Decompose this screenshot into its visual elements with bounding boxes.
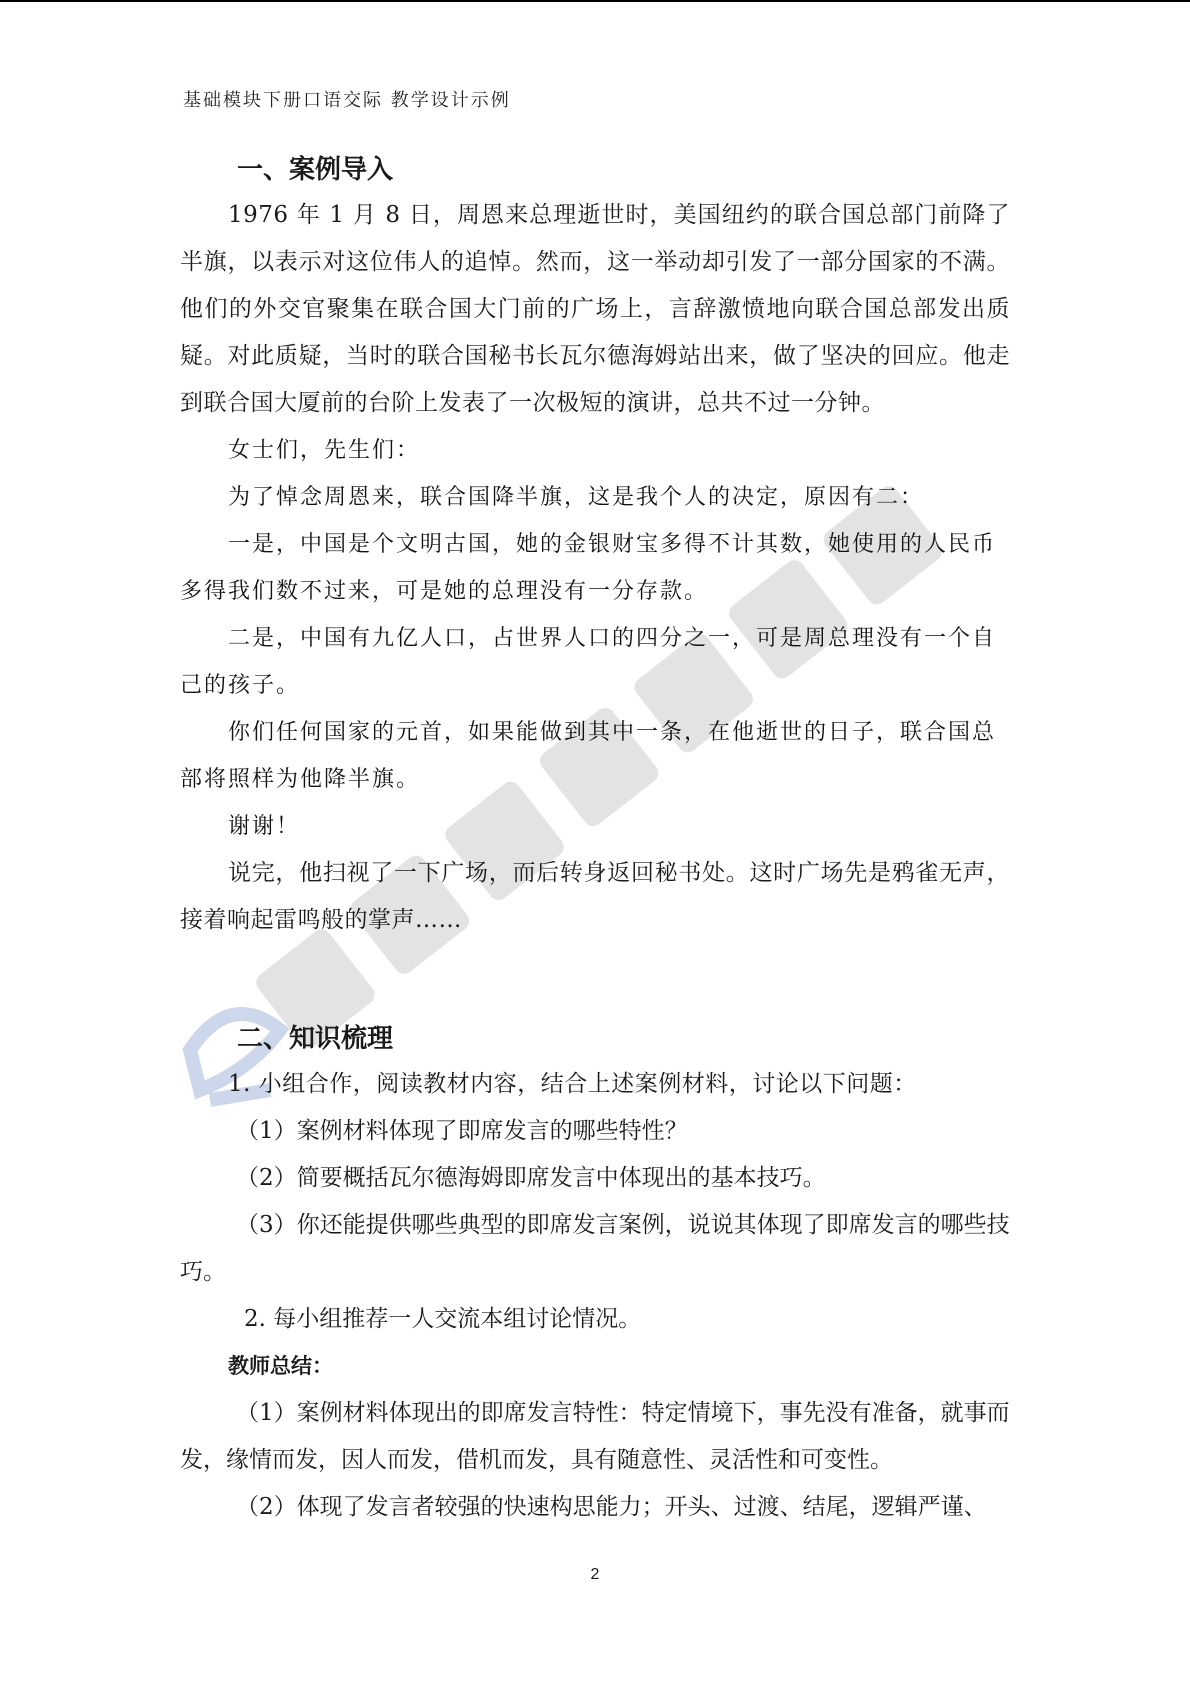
section-title-knowledge: 二、知识梳理 (237, 1024, 394, 1054)
task-2: 2. 每小组推荐一人交流本组讨论情况。 (244, 1306, 642, 1332)
speech-line: 你们任何国家的元首，如果能做到其中一条，在他逝世的日子，联合国总部将照样为他降半旗。 (180, 720, 997, 792)
section-title-case-intro: 一、案例导入 (237, 155, 394, 185)
question-1: （1）案例材料体现了即席发言的哪些特性？ (236, 1118, 688, 1144)
running-header: 基础模块下册口语交际 教学设计示例 (183, 90, 511, 111)
speech-greeting: 女士们，先生们： (228, 438, 421, 463)
speech-line: 二是，中国有九亿人口，占世界人口的四分之一，可是周总理没有一个自己的孩子。 (180, 626, 997, 698)
page-content (180, 148, 1010, 1531)
question-3: （3）你还能提供哪些典型的即席发言案例，说说其体现了即席发言的哪些技巧。 (180, 1212, 1010, 1285)
speech-line: 一是，中国是个文明古国，她的金银财宝多得不计其数，她使用的人民币多得我们数不过来，可是她的总理没有一分存款。 (180, 532, 997, 604)
question-2: （2）简要概括瓦尔德海姆即席发言中体现出的基本技巧。 (236, 1165, 826, 1191)
speech-line: 为了悼念周恩来，联合国降半旗，这是我个人的决定，原因有二： (228, 485, 925, 510)
case-closing-paragraph: 说完，他扫视了一下广场，而后转身返回秘书处。这时广场先是鸦雀无声，接着响起雷鸣般的掌声…… (180, 860, 1010, 933)
speech-thanks: 谢谢！ (228, 814, 301, 839)
page-number: 2 (590, 1566, 600, 1583)
teacher-summary-label: 教师总结： (228, 1354, 333, 1378)
task-1: 1. 小组合作，阅读教材内容，结合上述案例材料，讨论以下问题： (228, 1071, 917, 1097)
top-border-rule (0, 0, 1190, 2)
summary-point-2: （2）体现了发言者较强的快速构思能力；开头、过渡、结尾，逻辑严谨、 (236, 1494, 987, 1520)
summary-point-1: （1）案例材料体现出的即席发言特性：特定情境下，事先没有准备，就事而发，缘情而发，因人而发，借机而发，具有随意性、灵活性和可变性。 (180, 1400, 1010, 1473)
case-intro-paragraph: 1976 年 1 月 8 日，周恩来总理逝世时，美国纽约的联合国总部门前降了半旗，以表示对这位伟人的追悼。然而，这一举动却引发了一部分国家的不满。他们的外交官聚集在联合国大门前的广场上，言辞激愤地向联合国总部发出质疑。对此质疑，当时的联合国秘书长瓦尔德海姆站出来，做了坚决的回应。他走到联合国大厦前的台阶上发表了一次极短的演讲，总共不过一分钟。 (180, 202, 1010, 416)
